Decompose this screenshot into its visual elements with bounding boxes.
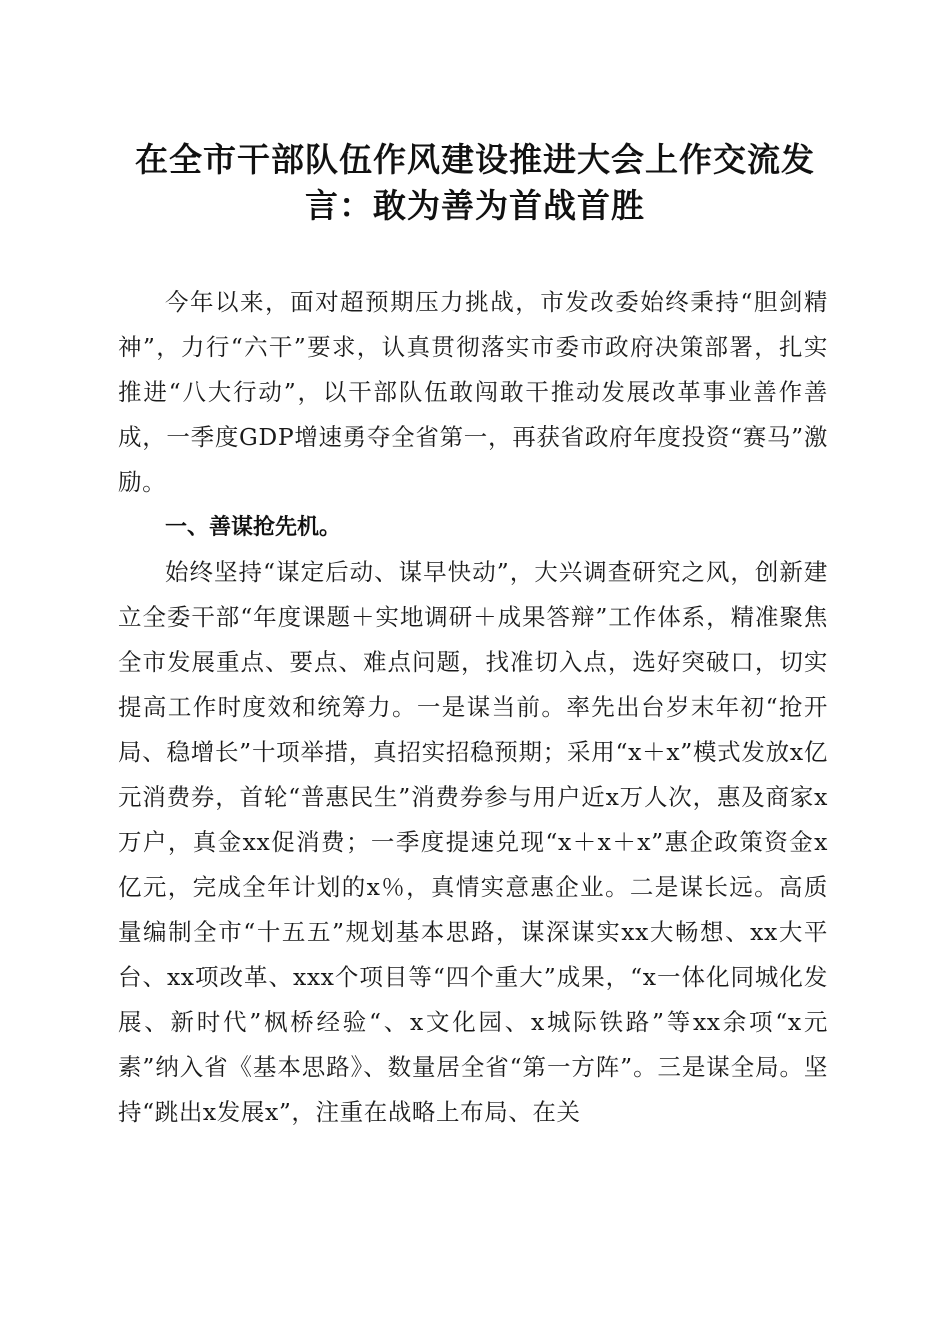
- section-paragraph: 始终坚持“谋定后动、谋早快动”，大兴调查研究之风，创新建立全委干部“年度课题＋实地调研＋成果答辩”工作体系，精准聚焦全市发展重点、要点、难点问题，找准切入点，选好突破口，切实提高工作时度效和统筹力。一是谋当前。率先出台岁末年初“抢开局、稳增长”十项举措，真招实招稳预期；采用“x＋x”模式发放x亿元消费券，首轮“普惠民生”消费券参与用户近x万人次，惠及商家x万户，真金xx促消费；一季度提速兑现“x＋x＋x”惠企政策资金x亿元，完成全年计划的x％，真情实意惠企业。二是谋长远。高质量编制全市“十五五”规划基本思路，谋深谋实xx大畅想、xx大平台、xx项改革、xxx个项目等“四个重大”成果，“x一体化同城化发展、新时代”枫桥经验“、x文化园、x城际铁路”等xx余项“x元素”纳入省《基本思路》、数量居全省“第一方阵”。三是谋全局。坚持“跳出x发展x”，注重在战略上布局、在关: [118, 558, 828, 1126]
- title-line-1: 在全市干部队伍作风建设推进大会上作交流发: [135, 140, 815, 179]
- document-body: [118, 280, 828, 1135]
- title-line-2: 言：敢为善为首战首胜: [305, 186, 645, 225]
- section-heading: 一、善谋抢先机。: [165, 515, 342, 540]
- document-title: [100, 137, 850, 229]
- intro-paragraph: 今年以来，面对超预期压力挑战，市发改委始终秉持“胆剑精神”，力行“六干”要求，认真贯彻落实市委市政府决策部署，扎实推进“八大行动”，以干部队伍敢闯敢干推动发展改革事业善作善成，一季度GDP增速勇夺全省第一，再获省政府年度投资“赛马”激励。: [118, 288, 828, 496]
